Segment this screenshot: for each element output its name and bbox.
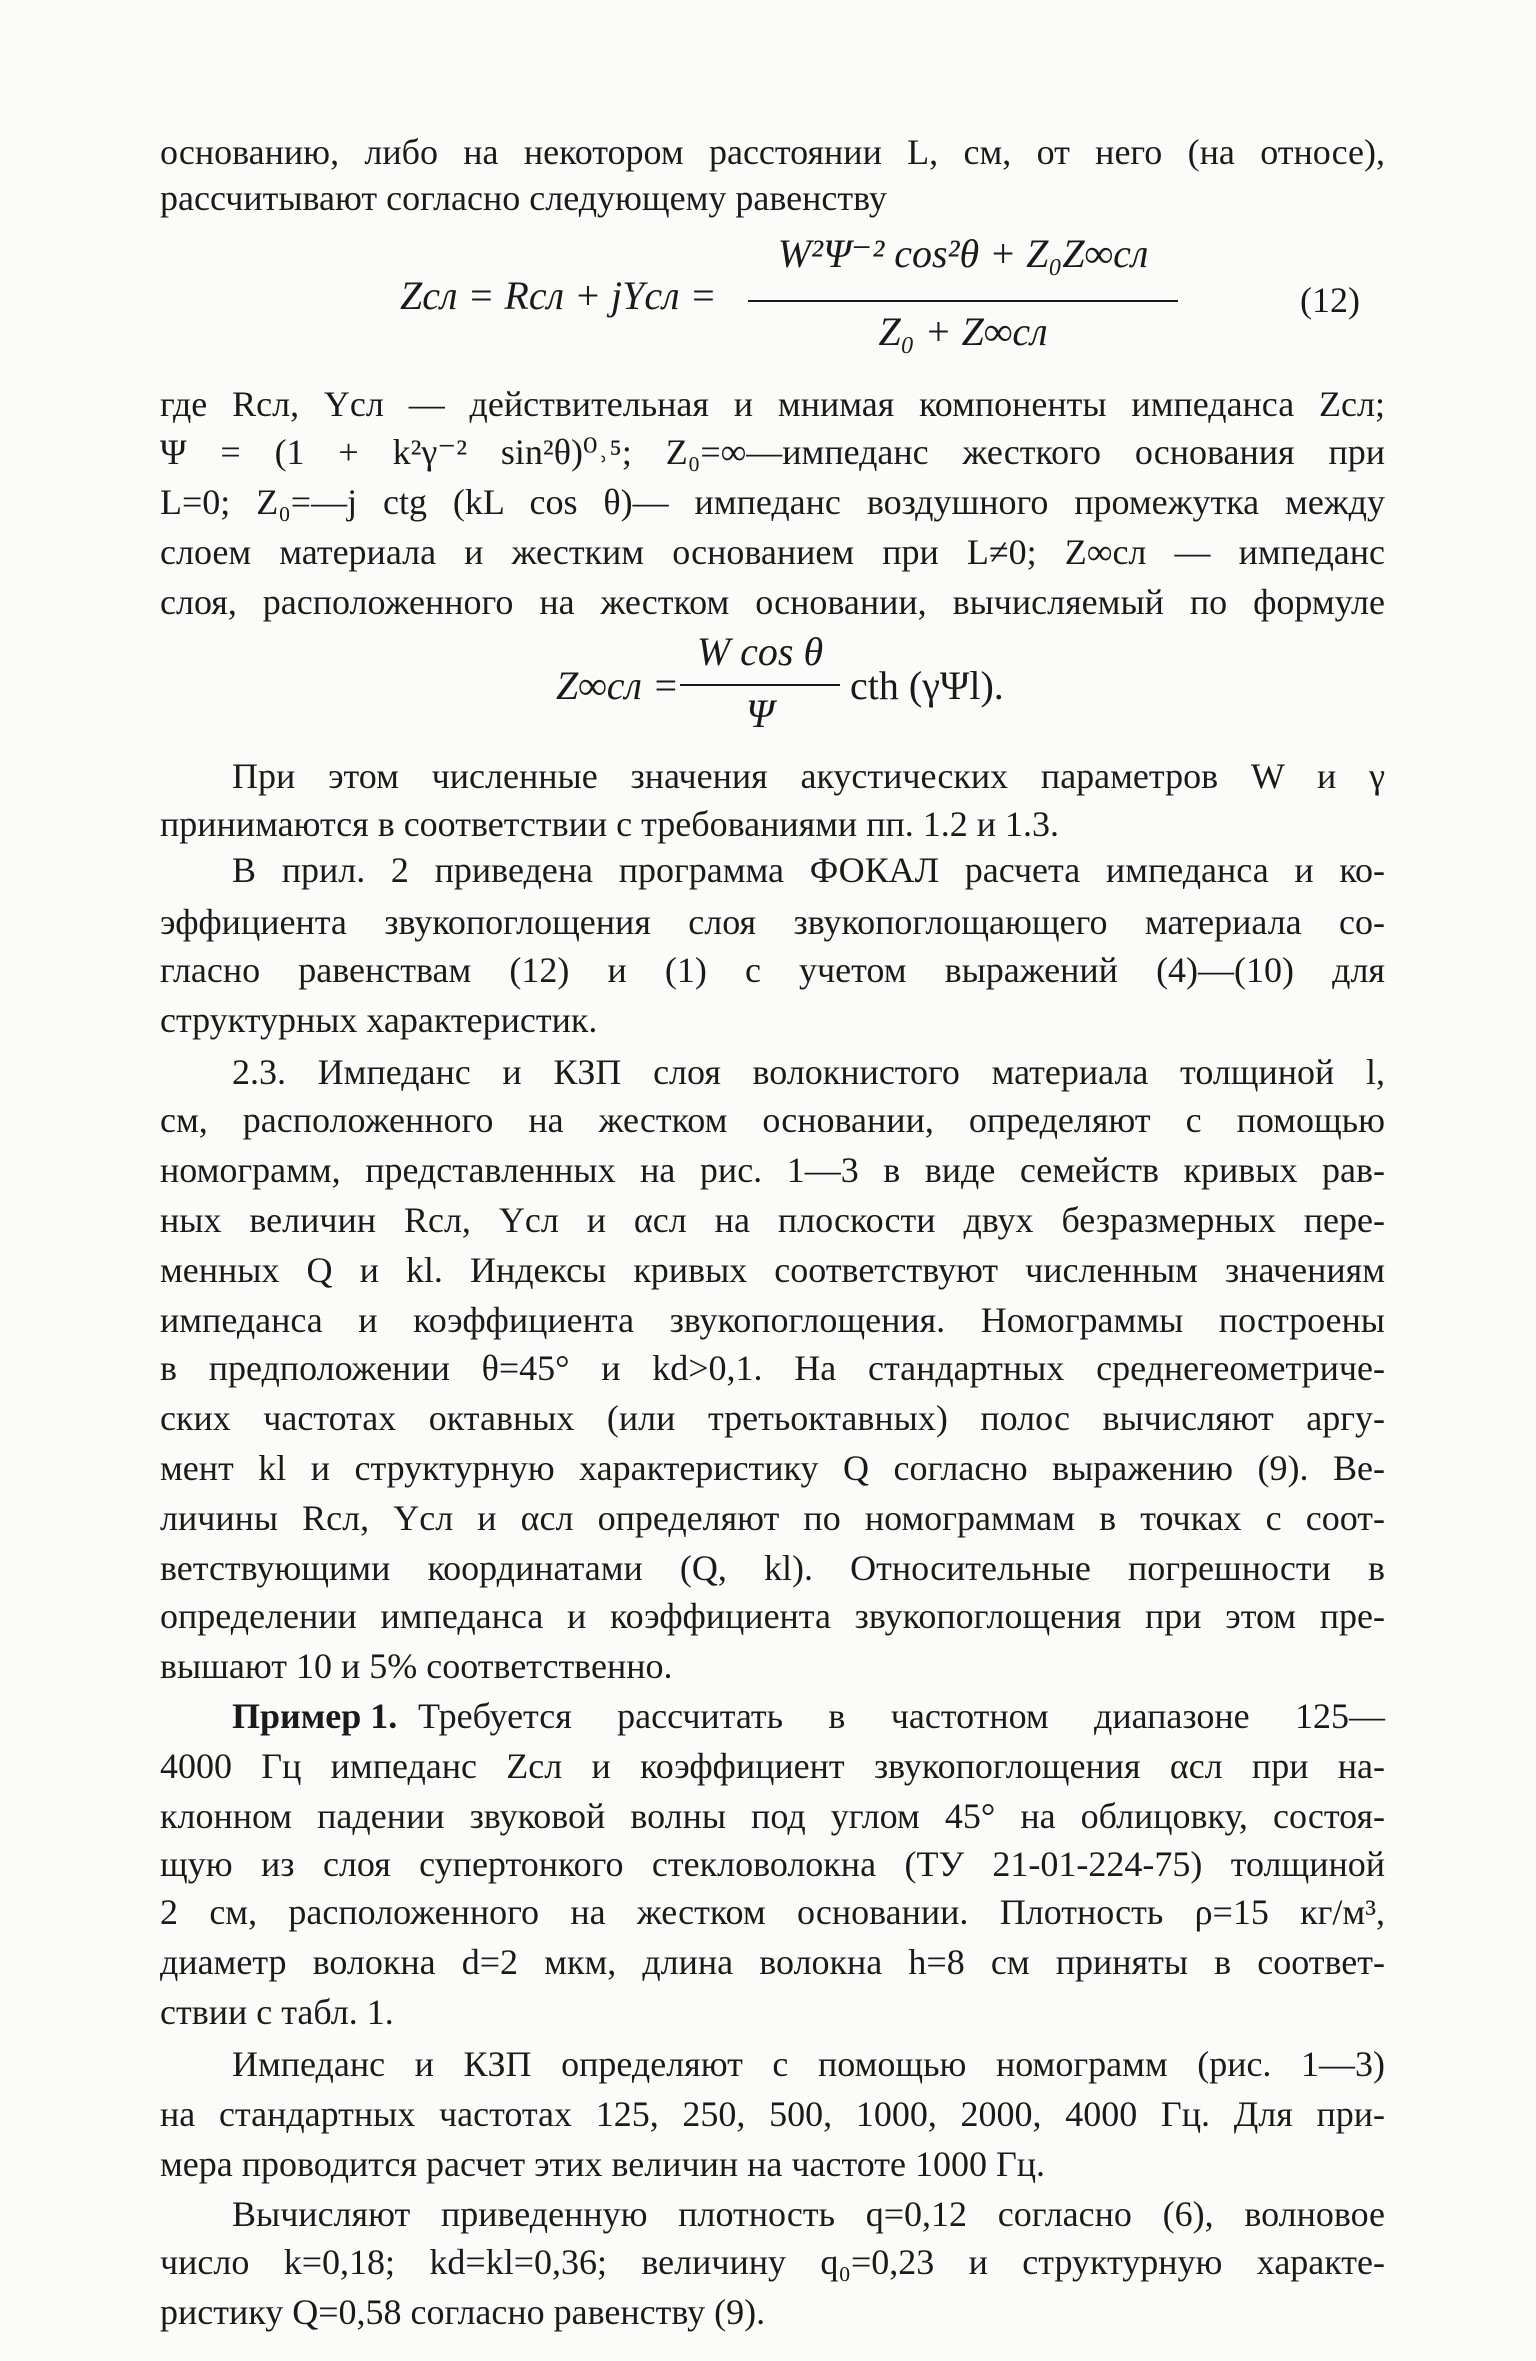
text-line: рассчитывают согласно следующему равенству bbox=[160, 178, 887, 218]
text-line: Требуется рассчитать в частотном диапазоне 125— bbox=[418, 1696, 1385, 1736]
text-line: в предположении θ=45° и kd>0,1. На стандартных среднегеометриче- bbox=[160, 1348, 1385, 1388]
text-line: диаметр волокна d=2 мкм, длина волокна h=8 см приняты в соответ- bbox=[160, 1942, 1385, 1982]
text-line: мера проводится расчет этих величин на частоте 1000 Гц. bbox=[160, 2144, 1046, 2184]
text-line: щую из слоя супертонкого стекловолокна (ТУ 21-01-224-75) толщиной bbox=[160, 1844, 1385, 1884]
equation-2-denominator: Ψ bbox=[745, 691, 775, 736]
text-line: основанию, либо на некотором расстоянии L, см, от него (на относе), bbox=[160, 132, 1385, 172]
text-line: см, расположенного на жестком основании, определяют с помощью bbox=[160, 1100, 1385, 1140]
text-line: номограмм, представленных на рис. 1—3 в виде семейств кривых рав- bbox=[160, 1150, 1385, 1190]
text-line: слоя, расположенного на жестком основании, вычисляемый по формуле bbox=[160, 582, 1385, 622]
text-line: менных Q и kl. Индексы кривых соответствуют численным значениям bbox=[160, 1250, 1385, 1290]
text-line: При этом численные значения акустических параметров W и γ bbox=[232, 756, 1385, 796]
text-line: 4000 Гц импеданс Zсл и коэффициент звукопоглощения αсл при на- bbox=[160, 1746, 1385, 1786]
equation-12-numerator: W²Ψ⁻² cos²θ + Z₀Z∞сл bbox=[777, 231, 1149, 276]
equation-2-lhs: Z∞сл = bbox=[556, 663, 679, 708]
example-label: Пример 1. bbox=[232, 1696, 398, 1736]
text-line: ствии с табл. 1. bbox=[160, 1992, 394, 2032]
equation-2-numerator: W cos θ bbox=[696, 629, 824, 674]
text-line: вышают 10 и 5% соответственно. bbox=[160, 1646, 673, 1686]
fraction-bar bbox=[680, 684, 840, 686]
text-line: Ψ = (1 + k²γ⁻² sin²θ)⁰˒⁵; Z₀=∞—импеданс жесткого основания при bbox=[160, 432, 1385, 472]
text-line: Импеданс и КЗП определяют с помощью номограмм (рис. 1—3) bbox=[232, 2044, 1385, 2084]
equation-2-rhs: cth (γΨl). bbox=[850, 663, 1004, 708]
equation-12-denominator: Z₀ + Z∞сл bbox=[878, 309, 1048, 354]
text-line: личины Rсл, Yсл и αсл определяют по номограммам в точках с соот- bbox=[160, 1498, 1385, 1538]
equation-number: (12) bbox=[1300, 280, 1360, 320]
text-line: 2 см, расположенного на жестком основании. Плотность ρ=15 кг/м³, bbox=[160, 1892, 1385, 1932]
fraction-bar bbox=[748, 300, 1178, 302]
text-line: ристику Q=0,58 согласно равенству (9). bbox=[160, 2292, 766, 2332]
text-line: Вычисляют приведенную плотность q=0,12 согласно (6), волновое bbox=[232, 2194, 1385, 2234]
text-line: 2.3. Импеданс и КЗП слоя волокнистого материала толщиной l, bbox=[232, 1052, 1385, 1092]
text-line: клонном падении звуковой волны под углом 45° на облицовку, состоя- bbox=[160, 1796, 1385, 1836]
text-line: L=0; Z₀=—j ctg (kL cos θ)— импеданс воздушного промежутка между bbox=[160, 482, 1385, 522]
text-line: В прил. 2 приведена программа ФОКАЛ расчета импеданса и ко- bbox=[232, 850, 1385, 890]
text-line: определении импеданса и коэффициента звукопоглощения при этом пре- bbox=[160, 1596, 1385, 1636]
text-line: ветствующими координатами (Q, kl). Относительные погрешности в bbox=[160, 1548, 1385, 1588]
text-line: структурных характеристик. bbox=[160, 1000, 598, 1040]
text-line: где Rсл, Yсл — действительная и мнимая компоненты импеданса Zсл; bbox=[160, 384, 1385, 424]
equation-12-lhs: Zсл = Rсл + jYсл = bbox=[400, 273, 717, 318]
text-line: эффициента звукопоглощения слоя звукопоглощающего материала со- bbox=[160, 902, 1385, 942]
text-line: принимаются в соответствии с требованиями пп. 1.2 и 1.3. bbox=[160, 804, 1059, 844]
text-line: мент kl и структурную характеристику Q согласно выражению (9). Ве- bbox=[160, 1448, 1385, 1488]
text-line: на стандартных частотах 125, 250, 500, 1000, 2000, 4000 Гц. Для при- bbox=[160, 2094, 1385, 2134]
text-line: ских частотах октавных (или третьоктавных) полос вычисляют аргу- bbox=[160, 1398, 1385, 1438]
text-line: слоем материала и жестким основанием при L≠0; Z∞сл — импеданс bbox=[160, 532, 1385, 572]
text-line: ных величин Rсл, Yсл и αсл на плоскости двух безразмерных пере- bbox=[160, 1200, 1385, 1240]
text-line: число k=0,18; kd=kl=0,36; величину q₀=0,23 и структурную характе- bbox=[160, 2242, 1385, 2282]
text-line: импеданса и коэффициента звукопоглощения. Номограммы построены bbox=[160, 1300, 1385, 1340]
text-line: гласно равенствам (12) и (1) с учетом выражений (4)—(10) для bbox=[160, 950, 1385, 990]
